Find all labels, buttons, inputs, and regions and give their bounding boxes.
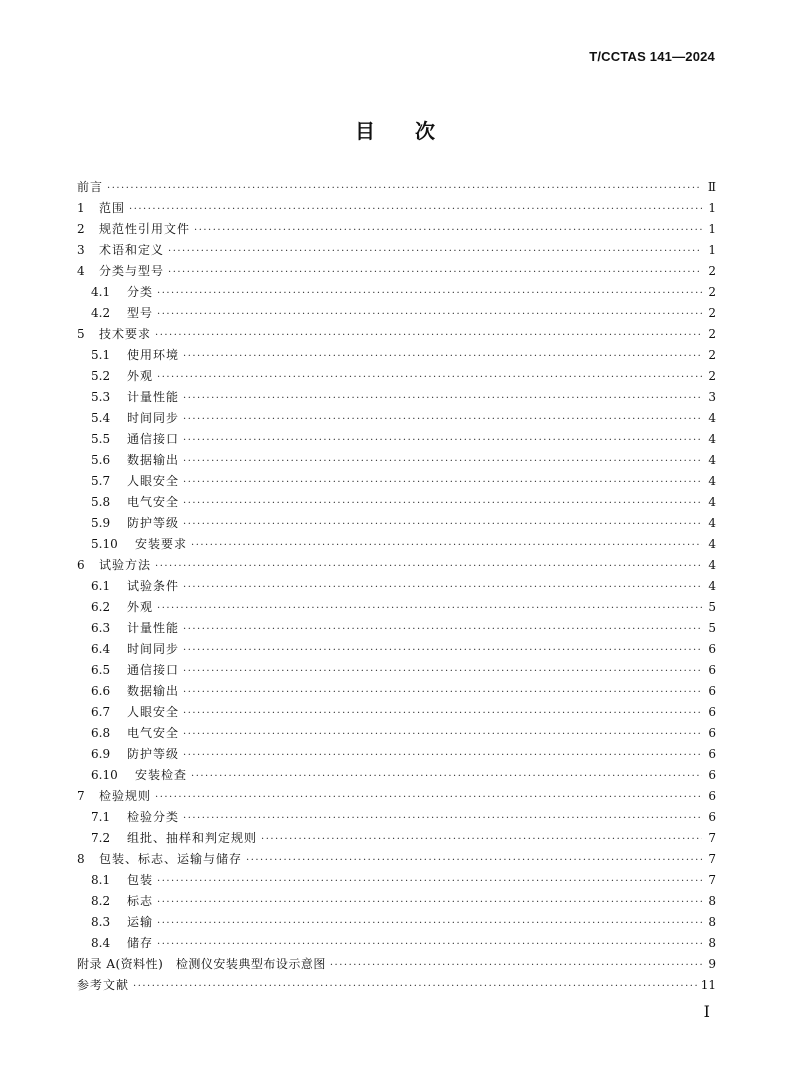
- toc-entry[interactable]: [77, 324, 716, 345]
- toc-entry-label: 数据输出: [127, 453, 180, 467]
- toc-leader-dots: [157, 598, 702, 619]
- toc-entry[interactable]: [77, 849, 716, 870]
- toc-entry[interactable]: [77, 240, 716, 261]
- toc-leader-dots: [168, 262, 702, 283]
- toc-entry-page: 4: [708, 558, 716, 572]
- page-number: Ⅰ: [703, 1002, 710, 1021]
- toc-entry[interactable]: [77, 261, 716, 282]
- toc-leader-dots: [129, 199, 702, 220]
- toc-entry[interactable]: [77, 660, 716, 681]
- toc-entry-page: 6: [708, 726, 716, 740]
- toc-entry-label: 规范性引用文件: [99, 222, 191, 236]
- toc-entry-page: 8: [708, 915, 716, 929]
- toc-entry-label: 参考文献: [77, 978, 130, 992]
- toc-entry-label: 通信接口: [127, 432, 180, 446]
- toc-entry-number: 1: [77, 201, 85, 215]
- toc-entry-label: 电气安全: [127, 495, 180, 509]
- title-char-2: 次: [415, 119, 435, 143]
- toc-entry-page: 6: [708, 684, 716, 698]
- toc-entry-page: 1: [708, 222, 716, 236]
- toc-entry[interactable]: [77, 933, 716, 954]
- toc-entry-page: 4: [708, 432, 716, 446]
- toc-entry-number: 2: [77, 222, 85, 236]
- toc-leader-dots: [183, 409, 702, 430]
- toc-entry-number: 8: [77, 852, 85, 866]
- toc-entry[interactable]: [77, 681, 716, 702]
- toc-entry-number: 6.7: [91, 705, 111, 719]
- toc-entry[interactable]: [77, 555, 716, 576]
- toc-leader-dots: [183, 451, 702, 472]
- toc-leader-dots: [183, 808, 702, 829]
- toc-entry-number: 5.7: [91, 474, 111, 488]
- table-of-contents: [77, 177, 716, 996]
- toc-leader-dots: [107, 178, 702, 199]
- toc-entry-label: 安装检查: [135, 768, 188, 782]
- toc-entry[interactable]: [77, 807, 716, 828]
- toc-entry[interactable]: [77, 597, 716, 618]
- toc-entry-page: 5: [708, 600, 716, 614]
- toc-entry-number: 6.5: [91, 663, 111, 677]
- toc-entry[interactable]: [77, 744, 716, 765]
- toc-entry-number: 8.4: [91, 936, 111, 950]
- toc-leader-dots: [155, 556, 702, 577]
- toc-entry-label: 包装、标志、运输与储存: [99, 852, 243, 866]
- toc-entry-number: 5.10: [91, 537, 118, 551]
- toc-entry-page: 2: [708, 285, 716, 299]
- toc-entry-label: 型号: [127, 306, 154, 320]
- toc-entry-page: 8: [708, 936, 716, 950]
- toc-leader-dots: [191, 766, 702, 787]
- toc-entry-page: 1: [708, 243, 716, 257]
- toc-entry-page: 9: [708, 957, 716, 971]
- toc-entry-number: 6.3: [91, 621, 111, 635]
- toc-leader-dots: [157, 283, 702, 304]
- toc-entry[interactable]: [77, 387, 716, 408]
- toc-entry-label: 电气安全: [127, 726, 180, 740]
- toc-entry-number: 6.6: [91, 684, 111, 698]
- toc-entry-number: 4: [77, 264, 85, 278]
- toc-leader-dots: [183, 472, 702, 493]
- toc-entry-label: 储存: [127, 936, 154, 950]
- toc-leader-dots: [183, 661, 702, 682]
- toc-entry-label: 计量性能: [127, 621, 180, 635]
- toc-entry-label: 标志: [127, 894, 154, 908]
- toc-entry-page: 4: [708, 516, 716, 530]
- toc-entry-label: 外观: [127, 600, 154, 614]
- toc-entry-page: 1: [708, 201, 716, 215]
- toc-entry-page: 8: [708, 894, 716, 908]
- toc-leader-dots: [133, 976, 697, 997]
- toc-entry[interactable]: [77, 912, 716, 933]
- toc-entry-number: 7.1: [91, 810, 111, 824]
- toc-entry-number: 6.9: [91, 747, 111, 761]
- toc-entry-number: 6.8: [91, 726, 111, 740]
- toc-entry-page: 7: [708, 852, 716, 866]
- toc-leader-dots: [157, 934, 702, 955]
- toc-leader-dots: [157, 367, 702, 388]
- toc-entry-number: 6.1: [91, 579, 111, 593]
- toc-entry-label: 技术要求: [99, 327, 152, 341]
- toc-entry-number: 8.2: [91, 894, 111, 908]
- toc-entry[interactable]: [77, 870, 716, 891]
- toc-entry-label: 通信接口: [127, 663, 180, 677]
- toc-entry-number: 6: [77, 558, 85, 572]
- toc-entry-page: 6: [708, 642, 716, 656]
- toc-entry[interactable]: [77, 303, 716, 324]
- toc-entry-label: 运输: [127, 915, 154, 929]
- toc-entry-page: 5: [708, 621, 716, 635]
- toc-entry[interactable]: [77, 408, 716, 429]
- toc-entry-page: 2: [708, 264, 716, 278]
- toc-entry-page: 6: [708, 705, 716, 719]
- toc-entry-number: 7: [77, 789, 85, 803]
- toc-entry-label: 分类与型号: [99, 264, 165, 278]
- toc-entry-number: 5.6: [91, 453, 111, 467]
- toc-entry-label: 术语和定义: [99, 243, 165, 257]
- toc-entry-label: 检验分类: [127, 810, 180, 824]
- toc-entry-number: 5.3: [91, 390, 111, 404]
- toc-leader-dots: [183, 493, 702, 514]
- toc-entry-page: 2: [708, 369, 716, 383]
- toc-leader-dots: [183, 745, 702, 766]
- toc-leader-dots: [183, 430, 702, 451]
- toc-leader-dots: [183, 388, 702, 409]
- title-char-1: 目: [355, 119, 375, 143]
- toc-entry-page: 4: [708, 495, 716, 509]
- toc-entry-page: 6: [708, 768, 716, 782]
- toc-entry-number: 5: [77, 327, 85, 341]
- toc-entry-page: 11: [700, 978, 716, 992]
- toc-entry-number: 5.5: [91, 432, 111, 446]
- toc-entry-label: 安装要求: [135, 537, 188, 551]
- toc-leader-dots: [330, 955, 702, 976]
- toc-leader-dots: [157, 913, 702, 934]
- toc-entry[interactable]: [77, 765, 716, 786]
- toc-entry[interactable]: [77, 618, 716, 639]
- toc-entry-page: 6: [708, 747, 716, 761]
- toc-entry-label: 人眼安全: [127, 474, 180, 488]
- toc-leader-dots: [191, 535, 702, 556]
- toc-entry[interactable]: [77, 828, 716, 849]
- toc-entry[interactable]: [77, 723, 716, 744]
- toc-leader-dots: [183, 682, 702, 703]
- toc-entry[interactable]: [77, 513, 716, 534]
- toc-entry-label: 数据输出: [127, 684, 180, 698]
- toc-leader-dots: [183, 703, 702, 724]
- toc-entry-page: 2: [708, 327, 716, 341]
- toc-entry[interactable]: [77, 282, 716, 303]
- toc-entry-label: 防护等级: [127, 747, 180, 761]
- toc-entry-number: 5.8: [91, 495, 111, 509]
- toc-entry[interactable]: [77, 492, 716, 513]
- toc-entry-page: 6: [708, 663, 716, 677]
- toc-entry-page: 4: [708, 579, 716, 593]
- toc-entry-number: 4.1: [91, 285, 111, 299]
- toc-leader-dots: [183, 514, 702, 535]
- toc-leader-dots: [183, 724, 702, 745]
- toc-entry-label: 使用环境: [127, 348, 180, 362]
- toc-entry-number: 5.9: [91, 516, 111, 530]
- toc-entry-label: 防护等级: [127, 516, 180, 530]
- toc-entry-page: 3: [708, 390, 716, 404]
- toc-entry-label: 组批、抽样和判定规则: [127, 831, 258, 845]
- toc-entry-label: 前言: [77, 180, 104, 194]
- toc-leader-dots: [157, 871, 702, 892]
- toc-leader-dots: [183, 640, 702, 661]
- toc-entry[interactable]: [77, 954, 716, 975]
- toc-entry-page: 2: [708, 306, 716, 320]
- toc-entry-page: 7: [708, 831, 716, 845]
- toc-entry[interactable]: [77, 219, 716, 240]
- toc-entry[interactable]: [77, 429, 716, 450]
- toc-entry-page: 2: [708, 348, 716, 362]
- toc-entry-number: 8.3: [91, 915, 111, 929]
- toc-entry-number: 5.2: [91, 369, 111, 383]
- toc-entry[interactable]: [77, 975, 716, 996]
- toc-entry-page: 6: [708, 789, 716, 803]
- toc-leader-dots: [261, 829, 702, 850]
- toc-leader-dots: [157, 304, 702, 325]
- toc-leader-dots: [246, 850, 702, 871]
- toc-entry[interactable]: [77, 702, 716, 723]
- toc-entry[interactable]: [77, 891, 716, 912]
- toc-entry-page: 4: [708, 537, 716, 551]
- toc-entry-page: 7: [708, 873, 716, 887]
- toc-leader-dots: [155, 325, 702, 346]
- toc-entry-label: 计量性能: [127, 390, 180, 404]
- toc-leader-dots: [183, 577, 702, 598]
- toc-entry[interactable]: [77, 450, 716, 471]
- toc-entry-number: 3: [77, 243, 85, 257]
- toc-entry-label: 时间同步: [127, 411, 180, 425]
- toc-leader-dots: [183, 619, 702, 640]
- toc-entry-label: 试验条件: [127, 579, 180, 593]
- toc-entry[interactable]: [77, 639, 716, 660]
- toc-leader-dots: [155, 787, 702, 808]
- standard-code: T/CCTAS 141—2024: [589, 49, 715, 64]
- page-title: [0, 115, 790, 144]
- toc-entry[interactable]: [77, 576, 716, 597]
- toc-entry-label: 外观: [127, 369, 154, 383]
- toc-entry-page: 4: [708, 474, 716, 488]
- toc-entry-page: Ⅱ: [707, 180, 716, 194]
- toc-entry[interactable]: [77, 177, 716, 198]
- toc-entry-page: 6: [708, 810, 716, 824]
- toc-entry-label: 人眼安全: [127, 705, 180, 719]
- toc-entry-number: 6.2: [91, 600, 111, 614]
- toc-entry-number: 8.1: [91, 873, 111, 887]
- toc-entry-page: 4: [708, 453, 716, 467]
- toc-entry-number: 5.1: [91, 348, 111, 362]
- toc-entry[interactable]: [77, 534, 716, 555]
- toc-entry-label: 检验规则: [99, 789, 152, 803]
- toc-entry[interactable]: [77, 345, 716, 366]
- toc-entry-page: 4: [708, 411, 716, 425]
- toc-leader-dots: [183, 346, 702, 367]
- toc-leader-dots: [168, 241, 702, 262]
- toc-entry-label: 附录 A(资料性) 检测仪安装典型布设示意图: [77, 957, 326, 971]
- toc-entry-number: 4.2: [91, 306, 111, 320]
- toc-leader-dots: [194, 220, 702, 241]
- toc-entry-number: 6.10: [91, 768, 118, 782]
- toc-entry-label: 时间同步: [127, 642, 180, 656]
- toc-entry-label: 范围: [99, 201, 126, 215]
- toc-entry-label: 试验方法: [99, 558, 152, 572]
- toc-entry[interactable]: [77, 471, 716, 492]
- toc-entry-label: 包装: [127, 873, 154, 887]
- toc-leader-dots: [157, 892, 702, 913]
- toc-entry-label: 分类: [127, 285, 154, 299]
- toc-entry-number: 7.2: [91, 831, 111, 845]
- toc-entry-number: 6.4: [91, 642, 111, 656]
- toc-entry[interactable]: [77, 786, 716, 807]
- toc-entry[interactable]: [77, 198, 716, 219]
- toc-entry[interactable]: [77, 366, 716, 387]
- toc-entry-number: 5.4: [91, 411, 111, 425]
